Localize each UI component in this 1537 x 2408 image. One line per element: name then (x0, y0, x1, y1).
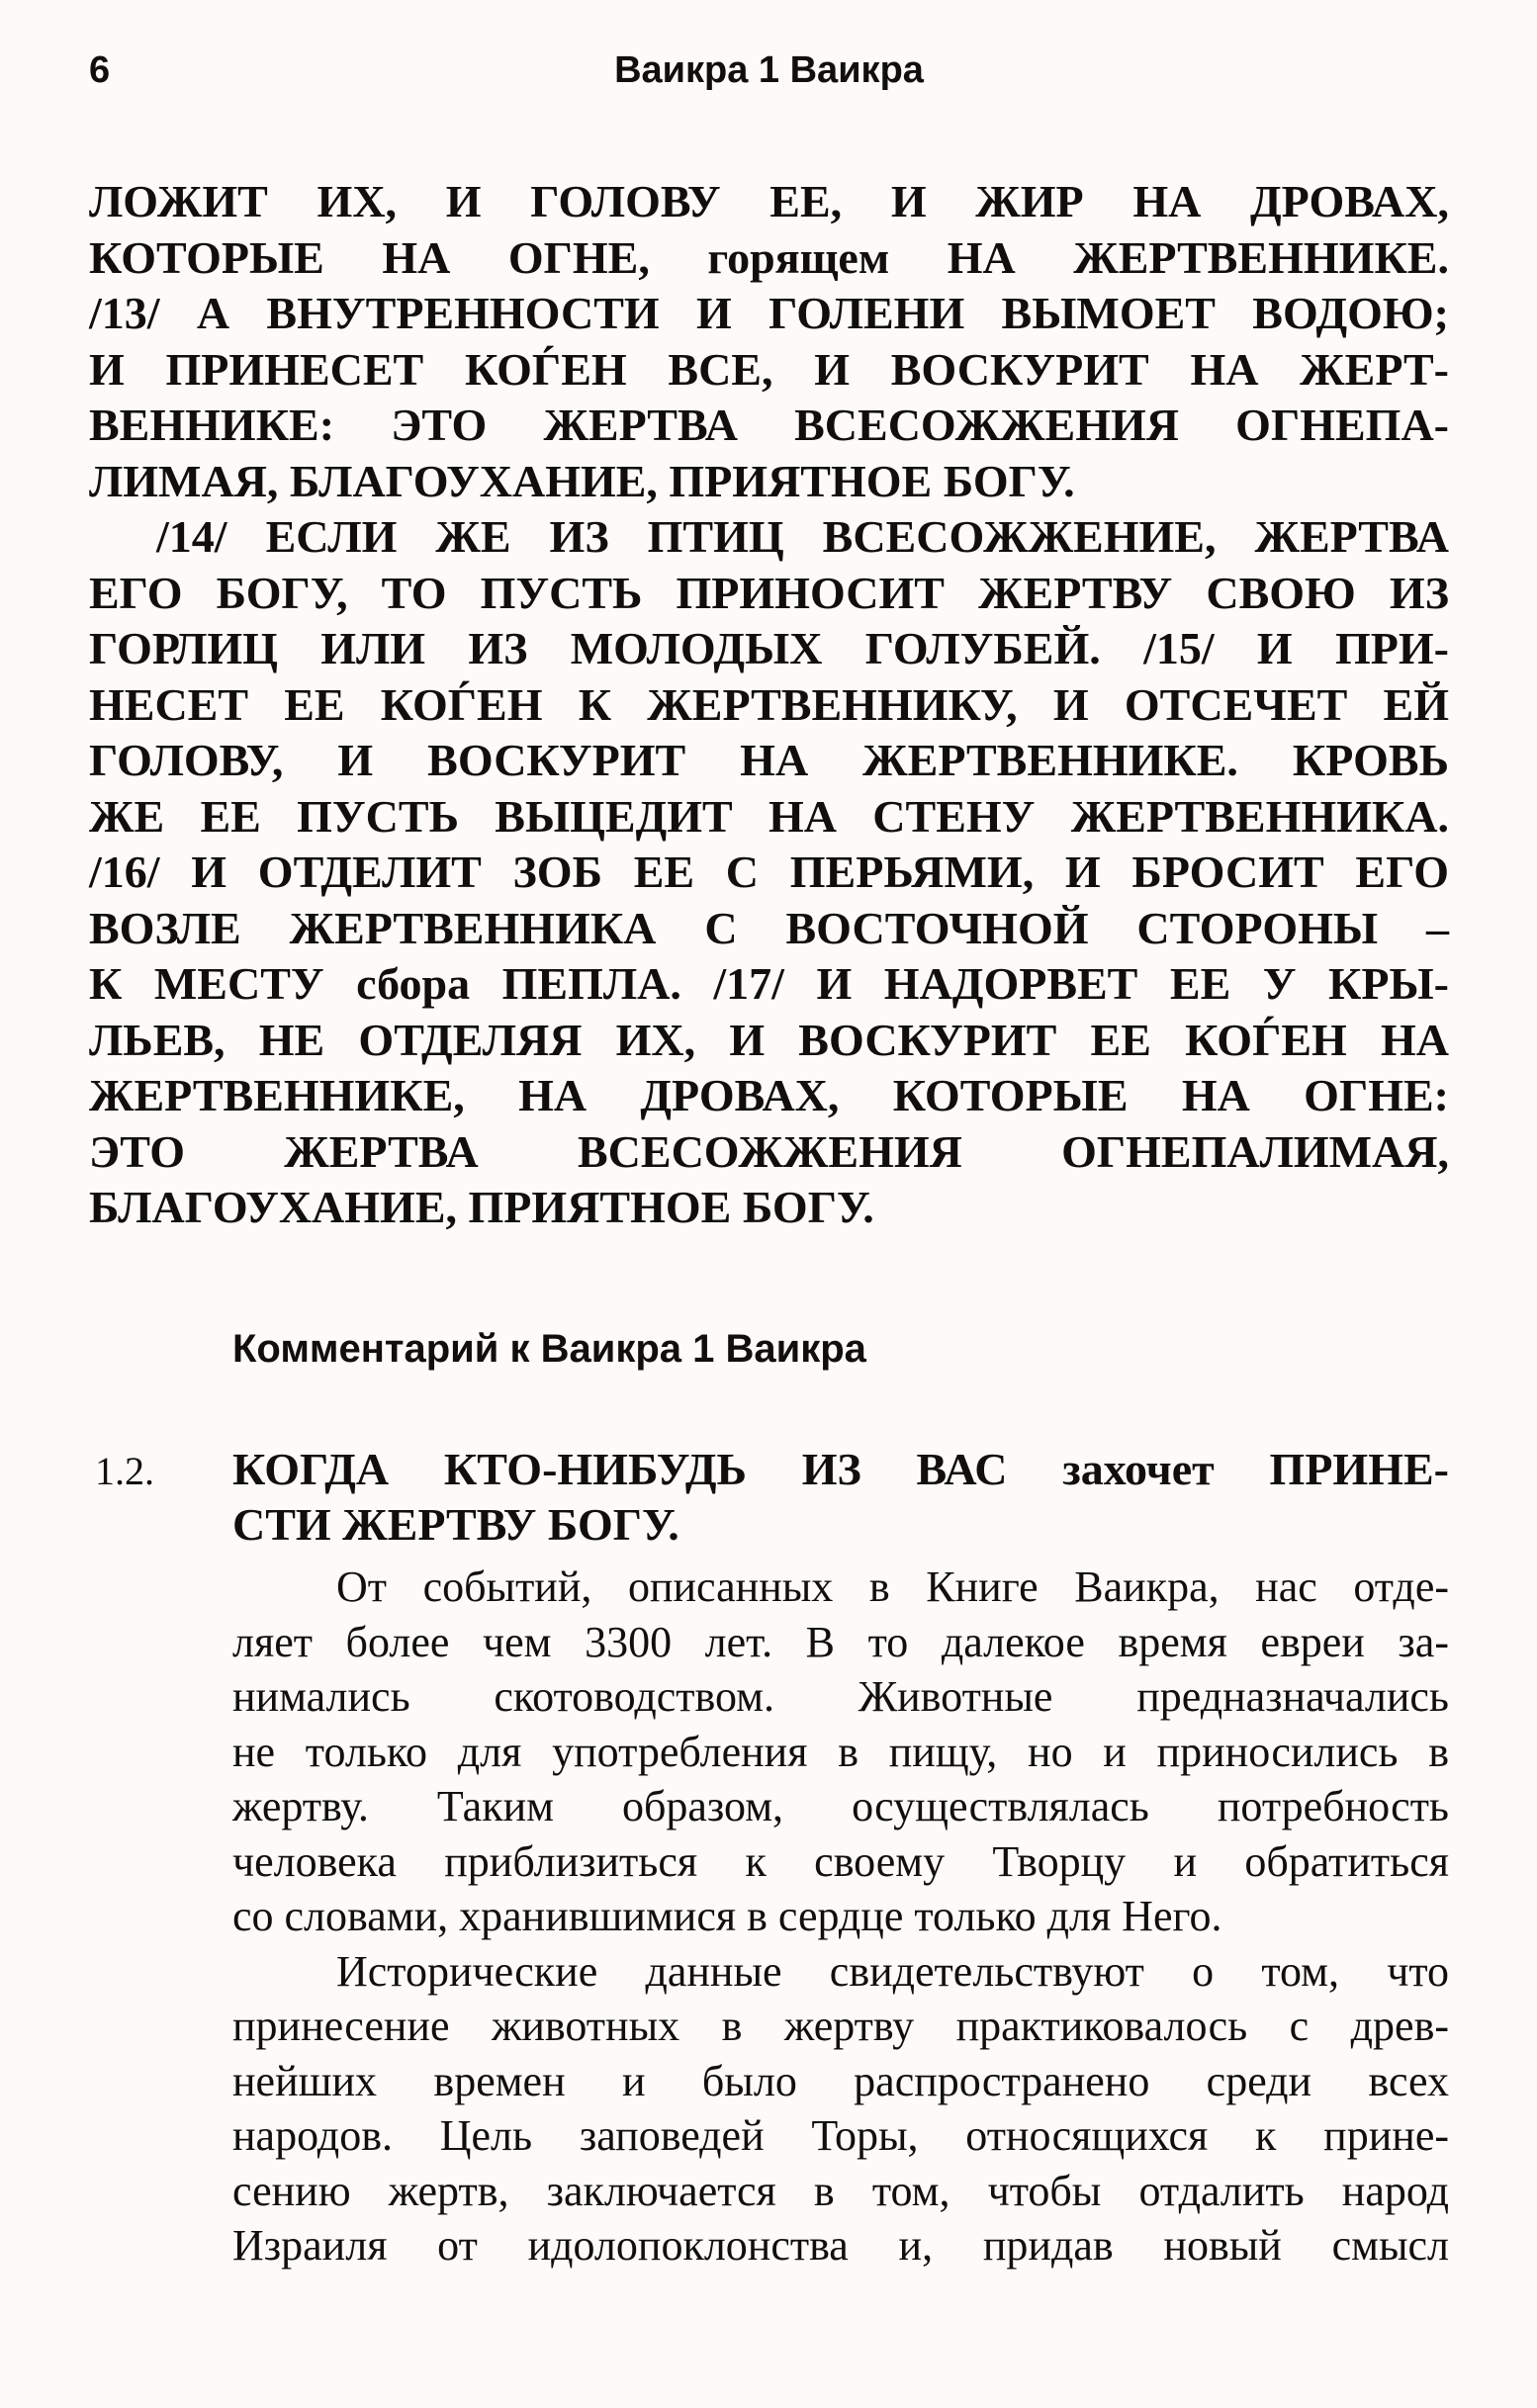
text-line: жертву. Таким образом, осуществлялась потребность (232, 1782, 1449, 1830)
paragraph (232, 1560, 1449, 1944)
text-line: И ПРИНЕСЕТ КОЃЕН ВСЕ, И ВОСКУРИТ НА ЖЕРТ- (89, 343, 1449, 395)
text-line: ЕГО БОГУ, ТО ПУСТЬ ПРИНОСИТ ЖЕРТВУ СВОЮ ИЗ (89, 567, 1449, 618)
text-line: /16/ И ОТДЕЛИТ ЗОБ ЕЕ С ПЕРЬЯМИ, И БРОСИТ ЕГО (89, 847, 1449, 897)
text-line: ЛИМАЯ, БЛАГОУХАНИЕ, ПРИЯТНОЕ БОГУ. (89, 455, 1075, 506)
text-line: народов. Цель заповедей Торы, относящихся к прине- (232, 2111, 1449, 2160)
text-line: ЛОЖИТ ИХ, И ГОЛОВУ ЕЕ, И ЖИР НА ДРОВАХ, (89, 176, 1449, 226)
text-line: БЛАГОУХАНИЕ, ПРИЯТНОЕ БОГУ. (89, 1182, 874, 1232)
text-line: ЖЕРТВЕННИКЕ, НА ДРОВАХ, КОТОРЫЕ НА ОГНЕ: (89, 1070, 1449, 1120)
torah-text-block (89, 174, 1449, 1236)
text-line: со словами, хранившимися в сердце только для Него. (232, 1892, 1222, 1940)
text-line: НЕСЕТ ЕЕ КОЃЕН К ЖЕРТВЕННИКУ, И ОТСЕЧЕТ ЕЙ (89, 678, 1449, 730)
text-line: ЖЕ ЕЕ ПУСТЬ ВЫЦЕДИТ НА СТЕНУ ЖЕРТВЕННИКА. (89, 790, 1449, 842)
text-line: ЭТО ЖЕРТВА ВСЕСОЖЖЕНИЯ ОГНЕПАЛИМАЯ, (89, 1125, 1449, 1177)
text-line: ВЕННИКЕ: ЭТО ЖЕРТВА ВСЕСОЖЖЕНИЯ ОГНЕПА- (89, 400, 1449, 450)
text-line: Израиля от идолопоклонства и, придав новый смысл (232, 2221, 1449, 2270)
page-number: 6 (89, 49, 111, 91)
section-number: 1.2. (95, 1449, 154, 1493)
text-line: ЛЬЕВ, НЕ ОТДЕЛЯЯ ИХ, И ВОСКУРИТ ЕЕ КОЃЕН НА (89, 1014, 1449, 1065)
text-line: Исторические данные свидетельствуют о том, что (336, 1946, 1449, 1996)
commentary-heading: Комментарий к Ваикра 1 Ваикра (232, 1327, 866, 1371)
text-line: К МЕСТУ сбора ПЕПЛА. /17/ И НАДОРВЕТ ЕЕ У КРЫ- (89, 958, 1449, 1009)
text-line: ГОРЛИЦ ИЛИ ИЗ МОЛОДЫХ ГОЛУБЕЙ. /15/ И ПРИ- (89, 623, 1449, 673)
paragraph (232, 1944, 1449, 2274)
text-line: человека приблизиться к своему Творцу и обратиться (232, 1836, 1449, 1886)
text-line: От событий, описанных в Книге Ваикра, нас отде- (336, 1562, 1449, 1611)
commentary-body (232, 1560, 1449, 2274)
page-header (89, 47, 1449, 93)
text-line: КОТОРЫЕ НА ОГНЕ, горящем НА ЖЕРТВЕННИКЕ. (89, 231, 1449, 283)
text-line: /14/ ЕСЛИ ЖЕ ИЗ ПТИЦ ВСЕСОЖЖЕНИЕ, ЖЕРТВА (156, 511, 1449, 562)
text-line: нейших времен и было распространено среди всех (232, 2056, 1449, 2105)
text-line: нимались скотоводством. Животные предназначались (232, 1672, 1449, 1721)
running-title: Ваикра 1 Ваикра (614, 49, 924, 91)
text-line: ГОЛОВУ, И ВОСКУРИТ НА ЖЕРТВЕННИКЕ. КРОВЬ (89, 735, 1449, 785)
text-line: ляет более чем 3300 лет. В то далекое время евреи за- (232, 1617, 1449, 1666)
text-line: /13/ А ВНУТРЕННОСТИ И ГОЛЕНИ ВЫМОЕТ ВОДОЮ; (89, 288, 1449, 338)
section-title (232, 1442, 1449, 1553)
text-line: ВОЗЛЕ ЖЕРТВЕННИКА С ВОСТОЧНОЙ СТОРОНЫ – (89, 902, 1449, 953)
commentary-section (89, 1442, 1449, 2274)
text-line: принесение животных в жертву практиковалось с древ- (232, 2002, 1449, 2050)
text-line: СТИ ЖЕРТВУ БОГУ. (232, 1499, 679, 1550)
text-line: сению жертв, заключается в том, чтобы отдалить народ (232, 2166, 1449, 2215)
text-line: не только для употребления в пищу, но и приносились в (232, 1727, 1449, 1776)
text-line: КОГДА КТО-НИБУДЬ ИЗ ВАС захочет ПРИНЕ- (232, 1444, 1449, 1494)
